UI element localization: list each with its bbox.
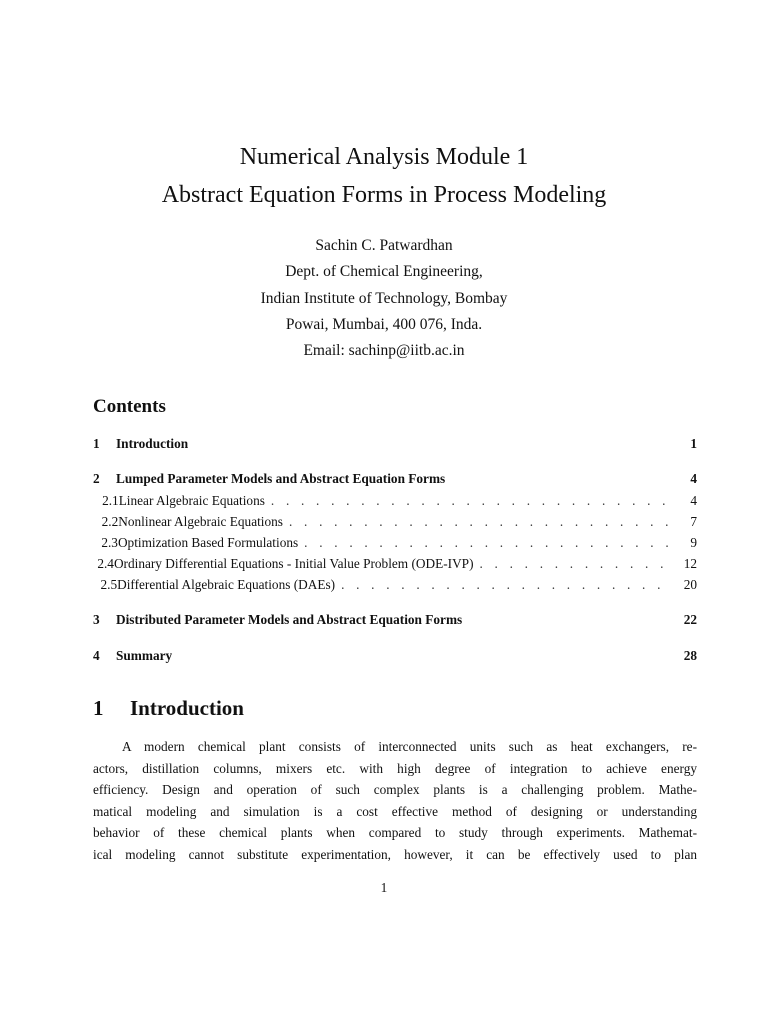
toc-entry-number: 2.2: [101, 514, 119, 529]
toc-entry-number: 2: [93, 471, 100, 486]
toc-entry-page: 4: [690, 471, 697, 486]
toc-entry-page: 28: [683, 648, 697, 663]
author-name: Sachin C. Patwardhan: [315, 237, 453, 254]
toc-entry-title: Optimization Based Formulations: [117, 535, 299, 550]
toc-entry-title: Summary: [116, 648, 173, 663]
title-block: [0, 138, 768, 214]
section-heading-introduction: [93, 696, 244, 721]
toc-entry-page: 20: [683, 577, 697, 592]
page-number: 1: [380, 880, 388, 895]
toc-entry-2-4[interactable]: [93, 556, 697, 576]
toc-entry-2-5[interactable]: [93, 577, 697, 597]
toc-entry-title: Lumped Parameter Models and Abstract Equation Forms: [116, 471, 446, 486]
toc-entry-title: Differential Algebraic Equations (DAEs): [117, 577, 336, 592]
section-number: 1: [93, 696, 104, 720]
author-email: Email: sachinp@iitb.ac.in: [303, 342, 465, 360]
toc-leader-dots: [480, 556, 671, 572]
toc-entry-page: 12: [683, 556, 697, 571]
toc-entry-title: Distributed Parameter Models and Abstract Equation Forms: [116, 612, 463, 627]
toc-leader-dots: [271, 493, 671, 509]
author-dept: Dept. of Chemical Engineering,: [285, 263, 483, 281]
paragraph-line: ical modeling cannot substitute experimentation, however, it can be effectively used to plan: [93, 846, 697, 862]
toc-entry-page: 9: [690, 535, 697, 550]
toc-entry-1[interactable]: [93, 436, 697, 456]
paragraph-line: A modern chemical plant consists of interconnected units such as heat exchangers, re-: [122, 739, 697, 754]
toc-entry-page: 7: [690, 514, 697, 529]
toc-entry-title: Introduction: [116, 436, 189, 451]
toc-entry-2[interactable]: [93, 471, 697, 491]
author-block: [0, 233, 768, 364]
introduction-paragraph: [93, 736, 697, 866]
toc-entry-3[interactable]: [93, 612, 697, 632]
author-institute: Indian Institute of Technology, Bombay: [260, 289, 508, 307]
paragraph-line: actors, distillation columns, mixers etc. with high degree of integration to achieve energy: [93, 760, 697, 776]
title-line-1: Numerical Analysis Module 1: [239, 144, 529, 170]
toc-leader-dots: [341, 577, 671, 593]
toc-entry-2-1[interactable]: [93, 493, 697, 513]
toc-entry-number: 1: [93, 436, 100, 451]
toc-entry-title: Linear Algebraic Equations: [118, 493, 265, 508]
section-title: Introduction: [130, 696, 244, 720]
toc-entry-2-2[interactable]: [93, 514, 697, 534]
paragraph-line: efficiency. Design and operation of such complex plants is a challenging problem. Mathe-: [93, 782, 697, 798]
paragraph-line: behavior of these chemical plants when compared to study through experiments. Mathemat-: [93, 825, 697, 841]
toc-leader-dots: [304, 535, 671, 551]
author-address: Powai, Mumbai, 400 076, Inda.: [285, 315, 483, 333]
toc-entry-number: 2.3: [101, 535, 118, 550]
toc-entry-title: Nonlinear Algebraic Equations: [118, 514, 283, 529]
toc-entry-page: 22: [683, 612, 697, 627]
paragraph-line: matical modeling and simulation is a cost effective method of designing or understanding: [93, 803, 697, 819]
title-line-2: Abstract Equation Forms in Process Modeling: [161, 182, 607, 208]
toc-entry-page: 4: [690, 493, 697, 508]
toc-entry-2-3[interactable]: [93, 535, 697, 555]
toc-entry-number: 4: [93, 648, 100, 663]
toc-leader-dots: [289, 514, 671, 530]
toc-entry-number: 2.4: [97, 556, 114, 571]
toc-entry-number: 3: [93, 612, 100, 627]
toc-entry-number: 2.5: [100, 577, 118, 592]
toc-entry-number: 2.1: [102, 493, 119, 508]
toc-entry-page: 1: [690, 436, 697, 451]
contents-heading: Contents: [93, 396, 166, 417]
toc-entry-4[interactable]: [93, 648, 697, 668]
toc-entry-title: Ordinary Differential Equations - Initial Value Problem (ODE-IVP): [113, 556, 474, 571]
